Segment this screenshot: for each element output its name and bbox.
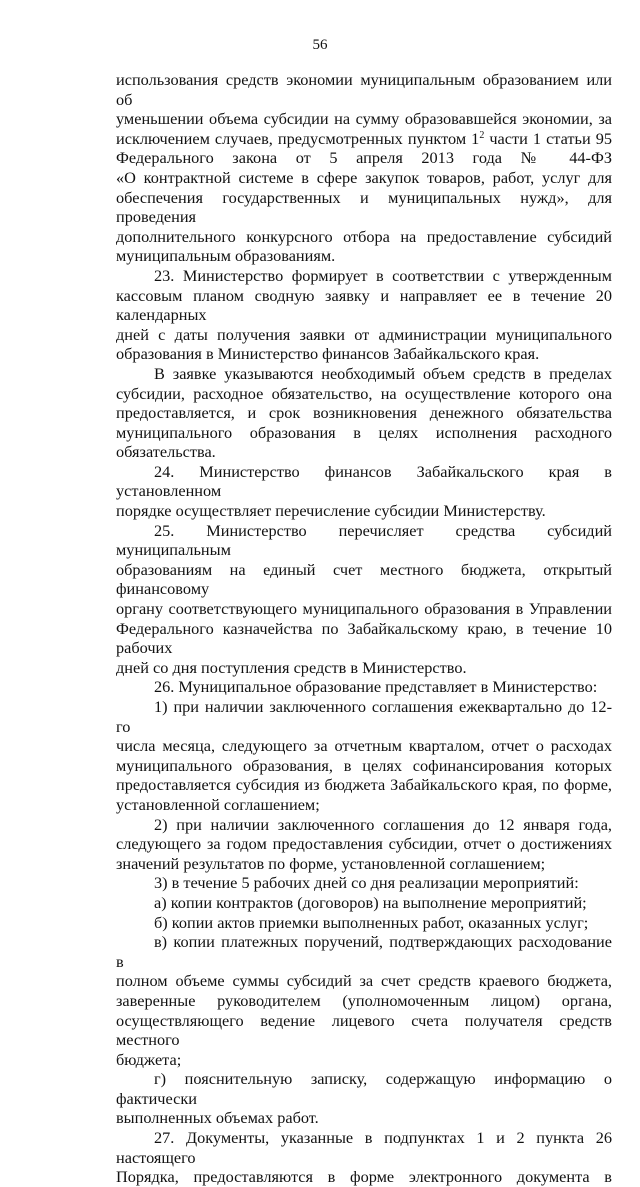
text-line: 25. Министерство перечисляет средства субсидий муниципальным <box>116 520 612 560</box>
text-line: в) копии платежных поручений, подтверждающих расходование в <box>116 932 612 971</box>
paragraph-p-26-1 <box>116 697 612 815</box>
text-line: 2) при наличии заключенного соглашения до 12 января года, <box>154 814 612 834</box>
paragraph-p-27 <box>116 1128 612 1187</box>
text-line: 27. Документы, указанные в подпунктах 1 и 2 пункта 26 настоящего <box>116 1128 612 1167</box>
text-line: г) пояснительную записку, содержащую информацию о фактически <box>116 1069 612 1108</box>
text-line: бюджета; <box>116 1049 182 1069</box>
text-line: предоставляется субсидия из бюджета Забайкальского края, по форме, <box>116 775 612 795</box>
text-line: порядке осуществляет перечисление субсидии Министерству. <box>116 501 546 521</box>
text-line: кассовым планом сводную заявку и направляет ее в течение 20 календарных <box>116 285 612 325</box>
text-line: заверенные руководителем (уполномоченным лицом) органа, <box>116 990 612 1010</box>
text-line: полном объеме суммы субсидий за счет средств краевого бюджета, <box>116 971 612 991</box>
superscript: 2 <box>479 129 485 141</box>
text-line: субсидии, расходное обязательство, на осуществление которого она <box>116 383 612 403</box>
text-line: Федерального казначейства по Забайкальскому краю, в течение 10 рабочих <box>116 618 612 658</box>
text-line: дополнительного конкурсного отбора на предоставление субсидий <box>116 226 612 246</box>
text-line: а) копии контрактов (договоров) на выполнение мероприятий; <box>154 892 587 912</box>
text-line: 24. Министерство финансов Забайкальского края в установленном <box>116 461 612 501</box>
paragraph-p-26-2 <box>116 815 612 874</box>
text-line: б) копии актов приемки выполненных работ, оказанных услуг; <box>154 912 589 932</box>
paragraph-p-24 <box>116 462 612 521</box>
text-line: уменьшении объема субсидии на сумму образовавшейся экономии, за <box>116 109 612 129</box>
paragraph-p-25 <box>116 521 612 678</box>
paragraph-p-23b <box>116 364 612 462</box>
text-line: Федерального закона от 5 апреля 2013 года № 44-ФЗ <box>116 148 612 168</box>
text-line: осуществляющего ведение лицевого счета получателя средств местного <box>116 1010 612 1050</box>
paragraph-p-23 <box>116 266 612 364</box>
paragraph-p-26-g <box>116 1069 612 1128</box>
page-number: 56 <box>312 37 328 53</box>
paragraph-p-26-a <box>116 893 612 913</box>
text-line: значений результатов по форме, установленной соглашением; <box>116 853 546 873</box>
text-line: муниципального образования, в целях софинансирования которых <box>116 755 612 775</box>
text-line: 1) при наличии заключенного соглашения ежеквартально до 12-го <box>116 697 612 736</box>
text-line: дней со дня поступления средств в Министерство. <box>116 657 467 677</box>
text-line: 3) в течение 5 рабочих дней со дня реализации мероприятий: <box>154 873 579 893</box>
text-line: образованиям на единый счет местного бюджета, открытый финансовому <box>116 559 612 599</box>
text-line: органу соответствующего муниципального образования в Управлении <box>116 599 612 619</box>
text-line: В заявке указываются необходимый объем средств в пределах <box>154 363 612 383</box>
text-line: «О контрактной системе в сфере закупок товаров, работ, услуг для <box>116 167 612 187</box>
text-line: следующего за годом предоставления субсидии, отчет о достижениях <box>116 834 612 854</box>
text-line: выполненных объемах работ. <box>116 1108 319 1128</box>
text-line: предоставляется, и срок возникновения денежного обязательства <box>116 403 612 423</box>
paragraph-p-26-v <box>116 932 612 1069</box>
document-body <box>116 70 612 1187</box>
text-line: Порядка, предоставляются в форме электронного документа в <box>116 1167 612 1187</box>
text-line: дней с даты получения заявки от администрации муниципального <box>116 324 612 344</box>
text-line: 26. Муниципальное образование представляет в Министерство: <box>154 677 598 697</box>
paragraph-p-26-3 <box>116 873 612 893</box>
text-line: образования в Министерство финансов Забайкальского края. <box>116 344 540 364</box>
text-line: муниципальным образованиям. <box>116 246 336 266</box>
text-line: использования средств экономии муниципальным образованием или об <box>116 70 612 109</box>
text-line: установленной соглашением; <box>116 794 320 814</box>
text-line: исключением случаев, предусмотренных пунктом $1^2$ части 1 статьи 95 <box>116 128 612 148</box>
text-line: муниципального образования в целях исполнения расходного обязательства. <box>116 422 612 462</box>
text-line: числа месяца, следующего за отчетным кварталом, отчет о расходах <box>116 736 612 756</box>
paragraph-p-26-b <box>116 913 612 933</box>
paragraph-p-26 <box>116 677 612 697</box>
paragraph-p-cont <box>116 70 612 266</box>
text-line: 23. Министерство формирует в соответствии с утвержденным <box>154 265 612 285</box>
text-line: обеспечения государственных и муниципальных нужд», для проведения <box>116 187 612 227</box>
